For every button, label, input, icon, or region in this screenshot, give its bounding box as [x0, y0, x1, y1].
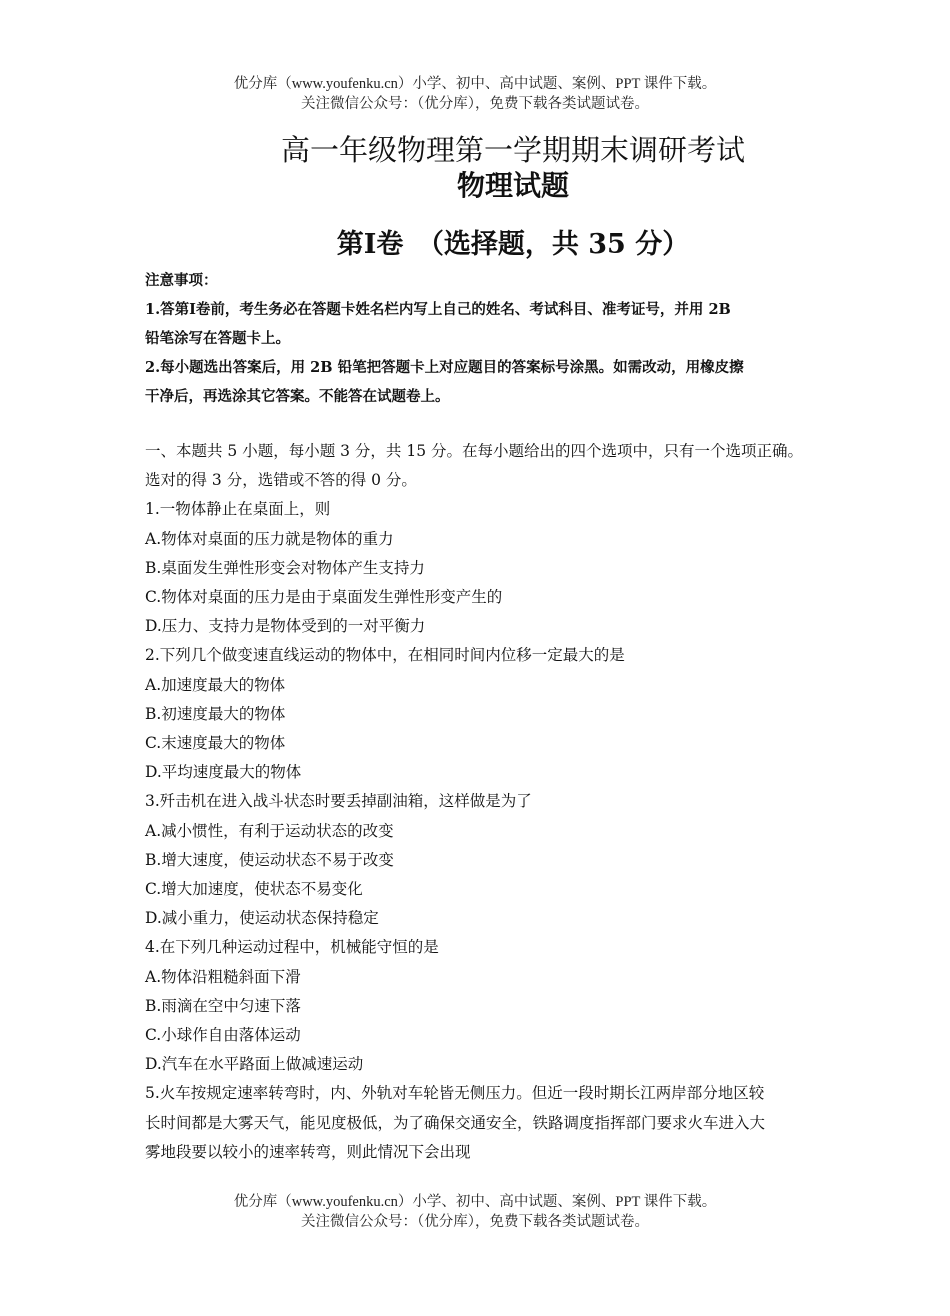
answer-option: A.物体对桌面的压力就是物体的重力 — [145, 529, 394, 548]
section-intro-line: 一、本题共 5 小题，每小题 3 分，共 15 分。在每小题给出的四个选项中，只有一个选项正确。 — [145, 442, 804, 460]
answer-option: D.汽车在水平路面上做减速运动 — [145, 1055, 364, 1074]
section-intro-line: 选对的得 3 分，选错或不答的得 0 分。 — [145, 471, 417, 490]
question-section — [145, 437, 895, 1167]
answer-option: A.减小惯性，有利于运动状态的改变 — [145, 821, 394, 840]
answer-option: C.增大加速度，使状态不易变化 — [145, 880, 363, 899]
instructions-heading: 注意事项： — [145, 272, 218, 289]
answer-option: B.初速度最大的物体 — [145, 704, 286, 723]
question-stem: 雾地段要以较小的速率转弯，则此情况下会出现 — [145, 1142, 471, 1161]
answer-option: B.增大速度，使运动状态不易于改变 — [145, 850, 394, 869]
answer-option: A.物体沿粗糙斜面下滑 — [145, 967, 301, 986]
answer-option: A.加速度最大的物体 — [145, 675, 286, 694]
answer-option: D.压力、支持力是物体受到的一对平衡力 — [145, 617, 426, 636]
question-stem: 4.在下列几种运动过程中，机械能守恒的是 — [145, 938, 439, 957]
question-stem: 5.火车按规定速率转弯时，内、外轨对车轮皆无侧压力。但近一段时期长江两岸部分地区较 — [145, 1084, 765, 1103]
header-ad-line: 优分库（www.youfenku.cn）小学、初中、高中试题、案例、PPT 课件下载。 — [233, 76, 717, 92]
question-stem: 3.歼击机在进入战斗状态时要丢掉副油箱，这样做是为了 — [145, 792, 532, 811]
answer-option: B.桌面发生弹性形变会对物体产生支持力 — [145, 558, 425, 577]
section-title: 第Ⅰ卷 （选择题，共 35 分） — [336, 229, 690, 260]
answer-option: C.物体对桌面的压力是由于桌面发生弹性形变产生的 — [145, 588, 503, 607]
answer-option: D.平均速度最大的物体 — [145, 763, 302, 782]
exam-title: 高一年级物理第一学期期末调研考试 — [280, 133, 745, 167]
page-header-banner — [0, 74, 950, 114]
instruction-line: 干净后，再选涂其它答案。不能答在试题卷上。 — [145, 388, 450, 405]
answer-option: B.雨滴在空中匀速下落 — [145, 996, 301, 1015]
question-stem: 2.下列几个做变速直线运动的物体中，在相同时间内位移一定最大的是 — [145, 646, 625, 665]
exam-subtitle: 物理试题 — [456, 169, 569, 202]
instructions-block — [145, 266, 885, 411]
question-stem: 长时间都是大雾天气，能见度极低，为了确保交通安全，铁路调度指挥部门要求火车进入大 — [145, 1113, 766, 1132]
question-stem: 1.一物体静止在桌面上，则 — [145, 500, 331, 519]
header-wechat-line: 关注微信公众号：（优分库），免费下载各类试题试卷。 — [301, 96, 649, 112]
answer-option: D.减小重力，使运动状态保持稳定 — [145, 909, 379, 928]
answer-option: C.小球作自由落体运动 — [145, 1026, 301, 1045]
instruction-line: 2.每小题选出答案后，用 2B 铅笔把答题卡上对应题目的答案标号涂黑。如需改动，用橡皮擦 — [145, 359, 744, 376]
instruction-line: 1.答第Ⅰ卷前，考生务必在答题卡姓名栏内写上自己的姓名、考试科目、准考证号，并用 2B — [145, 301, 731, 318]
footer-wechat-line: 关注微信公众号：（优分库），免费下载各类试题试卷。 — [301, 1214, 649, 1230]
page-footer-banner — [0, 1192, 950, 1232]
instruction-line: 铅笔涂写在答题卡上。 — [145, 330, 290, 347]
footer-ad-line: 优分库（www.youfenku.cn）小学、初中、高中试题、案例、PPT 课件下载。 — [233, 1194, 717, 1210]
answer-option: C.末速度最大的物体 — [145, 734, 286, 753]
